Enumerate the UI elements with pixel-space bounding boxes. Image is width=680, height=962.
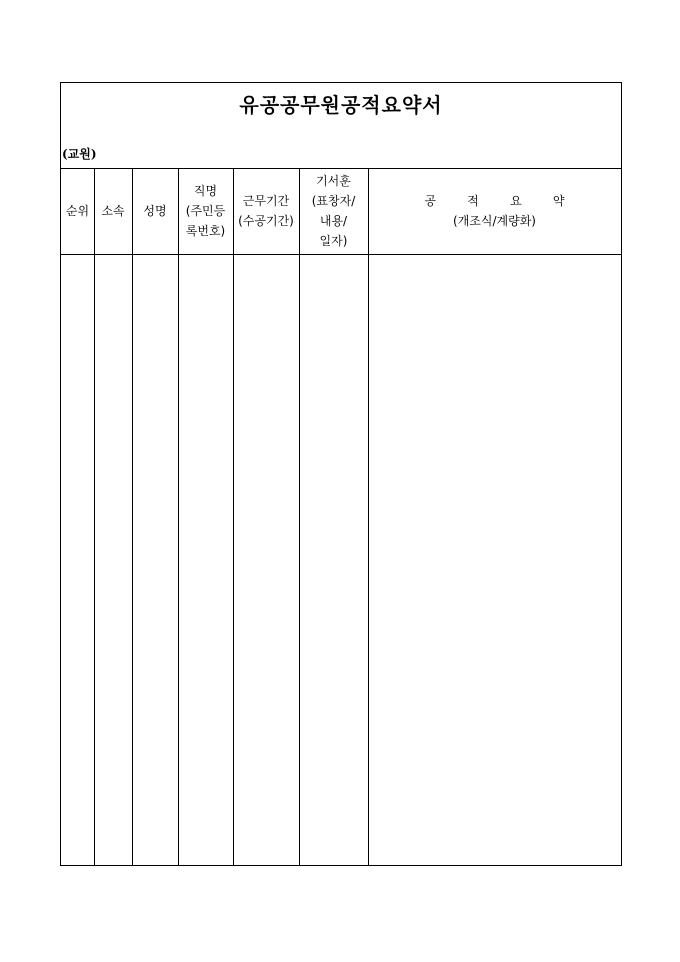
column-divider [132, 168, 133, 865]
header-rank [61, 168, 94, 254]
header-work-period [233, 168, 299, 254]
column-divider [368, 168, 369, 865]
merit-summary-form [60, 82, 622, 866]
header-position [178, 168, 233, 254]
header-merit-summary [368, 168, 621, 254]
column-divider [233, 168, 234, 865]
header-summary-char4: 약 [552, 194, 565, 208]
header-period-line1: 근무기간 [242, 194, 290, 208]
header-summary-note: (개조식/계량화) [453, 214, 536, 228]
header-award-line3: 내용/ [319, 214, 348, 228]
header-affiliation-label: 소속 [101, 204, 125, 218]
table-header-row [61, 168, 621, 255]
header-rank-label: 순위 [65, 204, 90, 218]
column-divider [299, 168, 300, 865]
header-position-line2: (주민등 [185, 204, 226, 218]
header-name [132, 168, 178, 254]
form-subtitle: (교원) [62, 147, 97, 161]
header-affiliation [94, 168, 132, 254]
title-section [61, 83, 621, 169]
form-title: 유공공무원공적요약서 [239, 93, 443, 117]
header-summary-char3: 요 [510, 194, 522, 208]
header-period-line2: (수공기간) [238, 214, 294, 228]
header-award-line2: (표창자/ [311, 194, 356, 208]
header-summary-char1: 공 [424, 194, 437, 208]
header-summary-spread [425, 191, 565, 211]
header-position-line3: 록번호) [185, 224, 226, 238]
header-name-label: 성명 [143, 204, 167, 218]
header-award-line4: 일자) [319, 234, 348, 248]
header-position-line1: 직명 [193, 184, 218, 198]
column-divider [178, 168, 179, 865]
column-divider [94, 168, 95, 865]
header-award-line1: 기서훈 [316, 174, 351, 188]
header-summary-char2: 적 [467, 194, 479, 208]
header-prior-awards [299, 168, 368, 254]
